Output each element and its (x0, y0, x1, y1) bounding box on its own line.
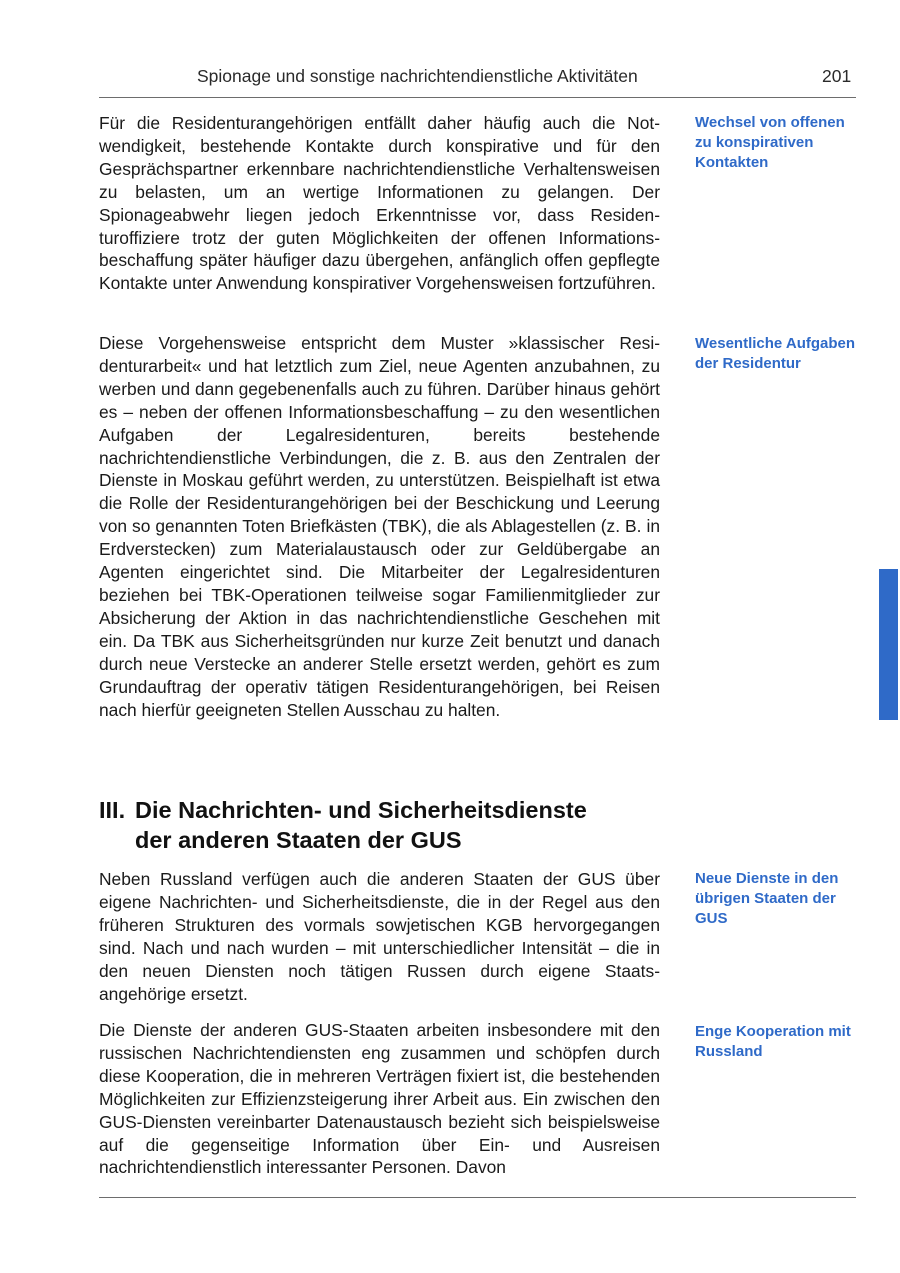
paragraph-3: Neben Russland verfügen auch die anderen Staaten der GUS über eigene Nachrichten- und Sicherheitsdienste, die in der Regel aus den früheren Strukturen des vormals sowjetischen KGB hervorgegangen sind. Nach und nach wurden – mit unterschiedlicher Intensität – die in den neuen Diensten noch tätigen Russen durch eigene Staatsangehörige ersetzt. (99, 869, 660, 1004)
footer-rule (99, 1197, 856, 1198)
page-number: 201 (822, 66, 852, 86)
paragraph-1: Für die Residenturangehörigen entfällt daher häufig auch die Notwendigkeit, bestehende Kontakte durch konspirative und für den Gesprächspartner erkennbare nachrichtendienstliche Verhaltensweisen zu belasten, um an wertige Informationen zu gelangen. Der Spionageabwehr liegen jedoch Erkenntnisse vor, dass Residenturoffiziere trotz der guten Möglichkeiten der offenen Informationsbeschaffung später häufiger dazu übergehen, anfänglich offen gepflegte Kontakte unter Anwendung konspirativer Vorgehensweisen fortzuführen. (99, 113, 660, 294)
paragraph-2: Diese Vorgehensweise entspricht dem Muster »klassischer Residenturarbeit« und hat letztlich zum Ziel, neue Agenten anzubahnen, zu werben und dann gegebenenfalls auch zu führen. Darüber hinaus gehört es – neben der offenen Informationsbeschaffung – zu den wesentlichen Aufgaben der Legalresidenturen, bereits bestehende nachrichtendienstliche Verbindungen, die z. B. aus den Zentralen der Dienste in Moskau geführt werden, zu unterstützen. Beispielhaft ist etwa die Rolle der Residenturangehörigen bei der Beschickung und Leerung von so genannten Toten Briefkästen (TBK), die als Ablagestellen (z. B. in Erdverstecken) zum Materialaustausch oder zur Geldübergabe an Agenten eingerichtet sind. Die Mitarbeiter der Legalresidenturen beziehen bei TBK-Operationen teilweise sogar Familienmitglieder zur Absicherung der Aktion in das nachrichtendienstliche Geschehen mit ein. Da TBK aus Sicherheitsgründen nur kurze Zeit benutzt und danach durch neue Verstecke an anderer Stelle ersetzt werden, gehört es zum Grundauftrag der operativ tätigen Residenturangehörigen, bei Reisen nach hierfür geeigneten Stellen Ausschau zu halten. (99, 333, 660, 720)
section-number: III. (99, 797, 126, 823)
chapter-thumb-tab (879, 569, 898, 720)
section-title-line2: der anderen Staaten der GUS (135, 826, 462, 853)
margin-note-4: Enge Kooperation mit Russland (695, 1023, 851, 1060)
margin-note-2: Wesentliche Aufgaben der Residentur (695, 335, 856, 372)
header-title: Spionage und sonstige nachrichtendienstliche Aktivitäten (197, 66, 638, 86)
paragraph-4: Die Dienste der anderen GUS-Staaten arbeiten insbesondere mit den russischen Nachrichtendiensten eng zusammen und schöpfen durch diese Kooperation, die in mehreren Verträgen fixiert ist, die bestehenden Möglichkeiten zur Effizienzsteigerung ihrer Arbeit aus. Ein zwischen den GUS-Diensten vereinbarter Datenaustausch bezieht sich beispielsweise auf die gegenseitige Information über Ein- und Ausreisen nachrichtendienstlich interessanter Personen. Davon (99, 1020, 660, 1178)
section-heading (99, 796, 699, 855)
header-rule (99, 97, 856, 98)
margin-note-3: Neue Dienste in den übrigen Staaten der GUS (695, 870, 839, 927)
section-title-line1: Die Nachrichten- und Sicherheitsdienste (135, 797, 587, 823)
margin-note-1: Wechsel von offenen zu konspirativen Kontakten (695, 114, 845, 171)
